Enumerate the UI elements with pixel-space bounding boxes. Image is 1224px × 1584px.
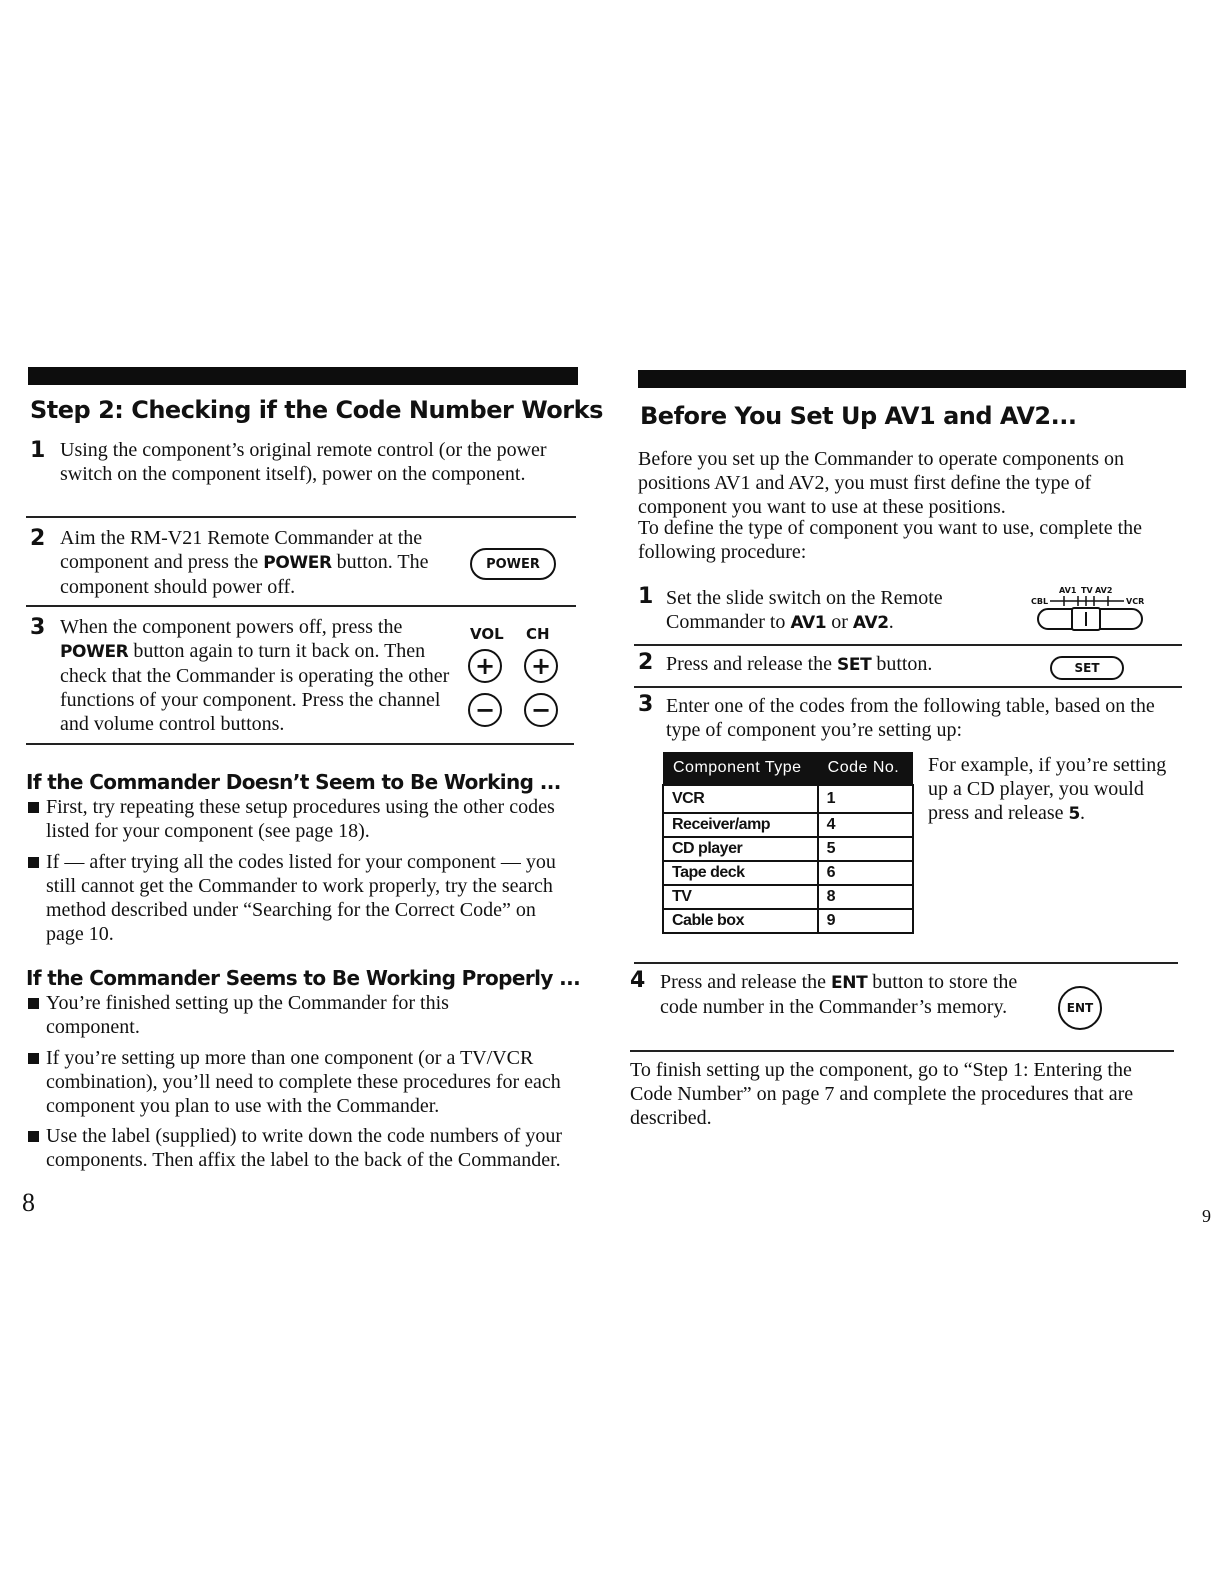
step-text: Using the component’s original remote control (or the power switch on the component itself), power on the component. <box>60 439 547 485</box>
divider <box>26 743 574 745</box>
step-text-a: Aim the RM-V21 Remote Commander at the component and press the <box>60 527 423 573</box>
code-number-cell: 8 <box>818 885 913 909</box>
step-text-c: . <box>888 611 894 633</box>
component-type-cell: CD player <box>663 837 818 861</box>
table-header-code-no: Code No. <box>818 752 913 785</box>
bullet-item <box>26 1124 586 1172</box>
ent-button-icon: ENT <box>1058 986 1102 1030</box>
right-header-bar <box>638 370 1186 388</box>
intro-paragraph: Before you set up the Commander to operate components on positions AV1 and AV2, you must first define the type of component you want to use at these positions. <box>638 448 1124 518</box>
component-type-cell: Tape deck <box>663 861 818 885</box>
step-text-b: button. The component should power off. <box>60 551 429 598</box>
left-page-title: Step 2: Checking if the Code Number Works <box>30 396 603 424</box>
table-row <box>663 861 913 885</box>
divider <box>26 605 576 607</box>
switch-label-av2: AV2 <box>1095 586 1113 595</box>
bullet-square-icon <box>28 857 39 868</box>
component-type-cell: VCR <box>663 785 818 813</box>
step-text <box>666 652 1026 677</box>
code-number-cell: 5 <box>818 837 913 861</box>
component-code-table <box>662 752 914 934</box>
step-number: 2 <box>638 650 654 675</box>
table-row <box>663 909 913 933</box>
component-type-cell: Receiver/amp <box>663 813 818 837</box>
divider <box>630 1050 1174 1052</box>
step-text-b: or <box>826 611 853 633</box>
bullet-square-icon <box>28 1131 39 1142</box>
switch-label-vcr: VCR <box>1126 597 1145 606</box>
table-header-row <box>663 752 913 785</box>
example-text-a: For example, if you’re setting up a CD player, you would press and release <box>928 754 1167 824</box>
step-bold: AV1 <box>790 613 827 633</box>
table-row <box>663 785 913 813</box>
step-text <box>60 526 460 599</box>
step-text <box>666 586 996 635</box>
ch-plus-icon: + <box>524 649 558 683</box>
divider <box>634 644 1182 646</box>
bullet-text: First, try repeating these setup procedures using the other codes listed for your component (see page 18). <box>46 796 555 842</box>
step-text-a: When the component powers off, press the <box>60 616 403 638</box>
step-text: Enter one of the codes from the following table, based on the type of component you’re setting up: <box>666 695 1155 741</box>
table-row <box>663 885 913 909</box>
step-number: 1 <box>30 438 46 463</box>
step-bold: AV2 <box>852 613 889 633</box>
bullet-item <box>26 1046 586 1118</box>
page-number: 8 <box>22 1188 35 1217</box>
page-number: 9 <box>1202 1206 1211 1226</box>
bullet-text: Use the label (supplied) to write down the code numbers of your components. Then affix the label to the back of the Commander. <box>46 1125 562 1171</box>
divider <box>26 516 576 518</box>
bullet-text: You’re finished setting up the Commander for this component. <box>46 992 449 1038</box>
not-working-heading: If the Commander Doesn’t Seem to Be Working ... <box>26 770 561 794</box>
switch-label-tv: TV <box>1081 586 1093 595</box>
vol-minus-icon: − <box>468 693 502 727</box>
code-number-cell: 4 <box>818 813 913 837</box>
ch-minus-icon: − <box>524 693 558 727</box>
slide-switch-icon <box>1028 584 1148 632</box>
intro-paragraph: To define the type of component you want to use, complete the following procedure: <box>638 517 1143 563</box>
component-type-cell: Cable box <box>663 909 818 933</box>
power-button: POWER <box>470 548 556 580</box>
right-page-title: Before You Set Up AV1 and AV2... <box>640 402 1077 430</box>
step-number: 4 <box>630 968 646 993</box>
step-number: 1 <box>638 584 654 609</box>
bullet-square-icon <box>28 802 39 813</box>
code-number-cell: 1 <box>818 785 913 813</box>
step-bold: POWER <box>60 642 129 662</box>
switch-label-av1: AV1 <box>1059 586 1077 595</box>
vol-plus-icon: + <box>468 649 502 683</box>
step-text <box>660 970 1020 1019</box>
vol-label: VOL <box>470 625 504 643</box>
step-number: 3 <box>30 615 46 640</box>
step-bold: SET <box>837 655 872 675</box>
example-text-b: . <box>1079 802 1085 824</box>
left-header-bar <box>28 367 578 385</box>
bullet-square-icon <box>28 998 39 1009</box>
example-note <box>928 753 1178 826</box>
step-text-b: button. <box>871 653 933 675</box>
bullet-text: If you’re setting up more than one component (or a TV/VCR combination), you’ll need to complete these procedures for each component you plan to use with the Commander. <box>46 1047 561 1117</box>
table-row <box>663 813 913 837</box>
step-bold: ENT <box>831 973 868 993</box>
step-text-a: Press and release the <box>660 971 832 993</box>
code-number-cell: 6 <box>818 861 913 885</box>
bullet-square-icon <box>28 1053 39 1064</box>
divider <box>634 962 1178 964</box>
step-text <box>60 615 460 736</box>
bullet-item <box>26 795 576 843</box>
bullet-item <box>26 991 536 1039</box>
set-button: SET <box>1050 656 1124 680</box>
finish-paragraph: To finish setting up the component, go to “Step 1: Entering the Code Number” on page 7 and complete the procedures that are described. <box>630 1059 1134 1129</box>
bullet-text: If — after trying all the codes listed for your component — you still cannot get the Commander to work properly, try the search method described under “Searching for the Correct Code” on page 10. <box>46 851 556 945</box>
step-number: 3 <box>638 692 654 717</box>
bullet-item <box>26 850 576 946</box>
step-bold: POWER <box>263 553 332 573</box>
working-heading: If the Commander Seems to Be Working Properly ... <box>26 966 581 990</box>
example-bold: 5 <box>1068 804 1080 824</box>
step-number: 2 <box>30 526 46 551</box>
table-header-component-type: Component Type <box>663 752 818 785</box>
table-row <box>663 837 913 861</box>
step-text-a: Press and release the <box>666 653 838 675</box>
divider <box>634 686 1182 688</box>
step-text-b: button to store the code number in the Commander’s memory. <box>660 971 1018 1018</box>
component-type-cell: TV <box>663 885 818 909</box>
ch-label: CH <box>526 625 550 643</box>
code-number-cell: 9 <box>818 909 913 933</box>
step-text-a: Set the slide switch on the Remote Commander to <box>666 587 943 633</box>
step-text-b: button again to turn it back on. Then check that the Commander is operating the other functions of your component. Press the channel and volume control buttons. <box>60 640 450 735</box>
switch-label-cbl: CBL <box>1031 597 1049 606</box>
